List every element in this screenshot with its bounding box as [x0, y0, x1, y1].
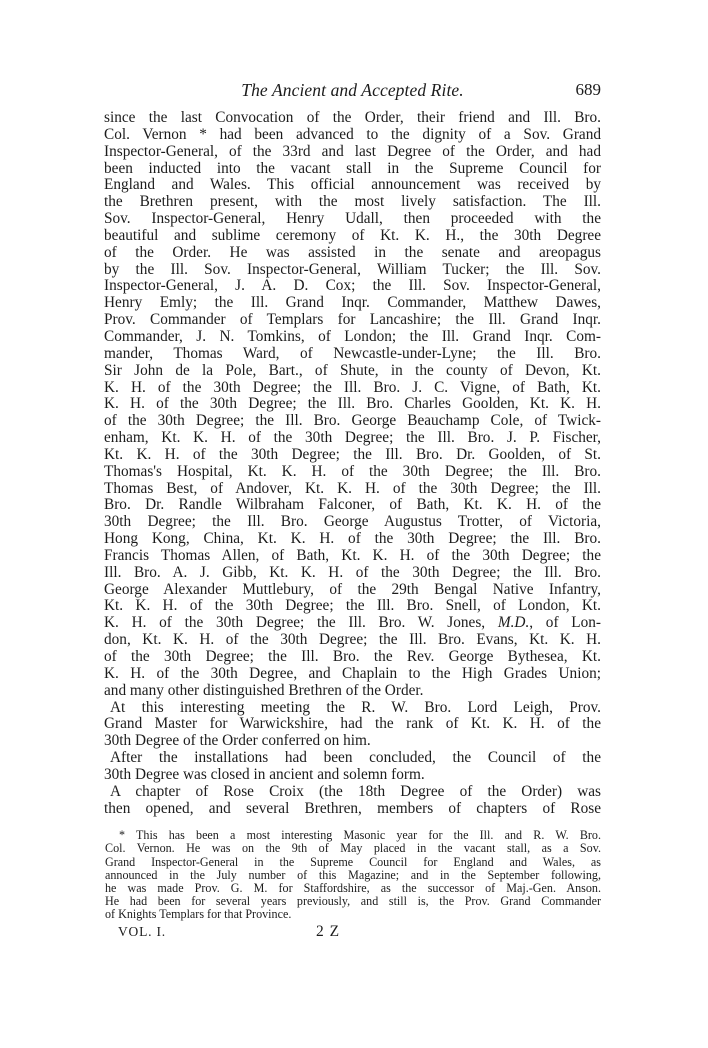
body-line: Ill. Bro. A. J. Gibb, Kt. K. H. of the 30th Degree; the Ill. Bro.: [104, 563, 601, 581]
footnote-line: he was made Prov. G. M. for Staffordshire, as the successor of Maj.-Gen. Anson.: [105, 880, 601, 895]
body-line: then opened, and several Brethren, members of chapters of Rose: [104, 799, 601, 817]
footnote-line: * This has been a most interesting Masonic year for the Ill. and R. W. Bro.: [119, 828, 601, 843]
body-line: K. H. of the 30th Degree; the Ill. Bro. W. Jones, M.D., of Lon-: [104, 614, 601, 632]
footnote-line: Col. Vernon. He was on the 9th of May placed in the vacant stall, as a Sov.: [105, 841, 601, 856]
body-line: Thomas's Hospital, Kt. K. H. of the 30th Degree; the Ill. Bro.: [104, 462, 601, 480]
volume-mark: VOL. I.: [118, 923, 166, 939]
running-title: The Ancient and Accepted Rite.: [241, 80, 464, 100]
running-head: [104, 78, 601, 102]
body-line: Kt. K. H. of the 30th Degree; the Ill. Bro. Snell, of London, Kt.: [104, 597, 601, 615]
footnote: [104, 829, 601, 920]
body-line: Inspector-General, J. A. D. Cox; the Ill. Sov. Inspector-General,: [104, 277, 601, 295]
footnote-line: Grand Inspector-General in the Supreme Council for England and Wales, as: [105, 854, 601, 869]
body-line: been inducted into the vacant stall in the Supreme Council for: [104, 159, 601, 177]
body-line: Grand Master for Warwickshire, had the rank of Kt. K. H. of the: [104, 715, 601, 733]
body-line: Hong Kong, China, Kt. K. H. of the 30th Degree; the Ill. Bro.: [104, 530, 601, 548]
body-line: Thomas Best, of Andover, Kt. K. H. of the 30th Degree; the Ill.: [104, 479, 601, 497]
body-line: After the installations had been concluded, the Council of the: [110, 749, 601, 767]
degree-abbreviation: M.D.: [497, 614, 530, 632]
body-line: Kt. K. H. of the 30th Degree; the Ill. Bro. Dr. Goolden, of St.: [104, 445, 601, 463]
page-footer: [104, 923, 601, 941]
body-line: K. H. of the 30th Degree; the Ill. Bro. Charles Goolden, Kt. K. H.: [104, 395, 601, 413]
body-line: Commander, J. N. Tomkins, of London; the Ill. Grand Inqr. Com-: [104, 327, 601, 345]
body-text: [104, 110, 601, 817]
body-line: England and Wales. This official announcement was received by: [104, 176, 601, 194]
body-line: by the Ill. Sov. Inspector-General, William Tucker; the Ill. Sov.: [104, 260, 601, 278]
body-line: Inspector-General, of the 33rd and last Degree of the Order, and had: [104, 142, 601, 160]
body-line: 30th Degree; the Ill. Bro. George Augustus Trotter, of Victoria,: [104, 513, 601, 531]
body-line: At this interesting meeting the R. W. Bro. Lord Leigh, Prov.: [110, 698, 601, 716]
footnote-line: of Knights Templars for that Province.: [105, 906, 292, 921]
signature-mark: 2 Z: [316, 922, 341, 940]
body-line: Francis Thomas Allen, of Bath, Kt. K. H. of the 30th Degree; the: [104, 546, 601, 564]
body-line: since the last Convocation of the Order, their friend and Ill. Bro.: [104, 109, 601, 126]
body-line: Sir John de la Pole, Bart., of Shute, in the county of Devon, Kt.: [104, 361, 601, 379]
body-line: A chapter of Rose Croix (the 18th Degree of the Order) was: [110, 782, 601, 800]
body-line: of the Order. He was assisted in the senate and areopagus: [104, 243, 601, 261]
body-line: the Brethren present, with the most lively satisfaction. The Ill.: [104, 193, 601, 211]
footnote-line: announced in the July number of this Magazine; and in the September following,: [105, 867, 601, 882]
body-line: 30th Degree of the Order conferred on him.: [104, 732, 371, 750]
book-page: [104, 78, 601, 941]
body-line: Prov. Commander of Templars for Lancashire; the Ill. Grand Inqr.: [104, 311, 601, 329]
body-line: of the 30th Degree; the Ill. Bro. George Beauchamp Cole, of Twick-: [104, 412, 601, 430]
body-line: Bro. Dr. Randle Wilbraham Falconer, of Bath, Kt. K. H. of the: [104, 496, 601, 514]
footnote-line: He had been for several years previously, and still is, the Prov. Grand Commander: [105, 893, 601, 908]
body-line: Col. Vernon * had been advanced to the dignity of a Sov. Grand: [104, 125, 601, 143]
body-line: and many other distinguished Brethren of the Order.: [104, 681, 424, 699]
body-line: beautiful and sublime ceremony of Kt. K. H., the 30th Degree: [104, 226, 601, 244]
body-line: Sov. Inspector-General, Henry Udall, then proceeded with the: [104, 210, 601, 228]
body-line: K. H. of the 30th Degree; the Ill. Bro. J. C. Vigne, of Bath, Kt.: [104, 378, 601, 396]
body-line: K. H. of the 30th Degree, and Chaplain to the High Grades Union;: [104, 664, 601, 682]
body-line: Henry Emly; the Ill. Grand Inqr. Commander, Matthew Dawes,: [104, 294, 601, 312]
page-number: 689: [575, 80, 601, 99]
body-line: enham, Kt. K. H. of the 30th Degree; the Ill. Bro. J. P. Fischer,: [104, 429, 601, 447]
body-line: mander, Thomas Ward, of Newcastle-under-Lyne; the Ill. Bro.: [104, 344, 601, 362]
body-line: George Alexander Muttlebury, of the 29th Bengal Native Infantry,: [104, 580, 601, 598]
body-line: of the 30th Degree; the Ill. Bro. the Rev. George Bythesea, Kt.: [104, 648, 601, 665]
body-line: 30th Degree was closed in ancient and solemn form.: [104, 765, 425, 783]
body-line: don, Kt. K. H. of the 30th Degree; the Ill. Bro. Evans, Kt. K. H.: [104, 631, 601, 649]
